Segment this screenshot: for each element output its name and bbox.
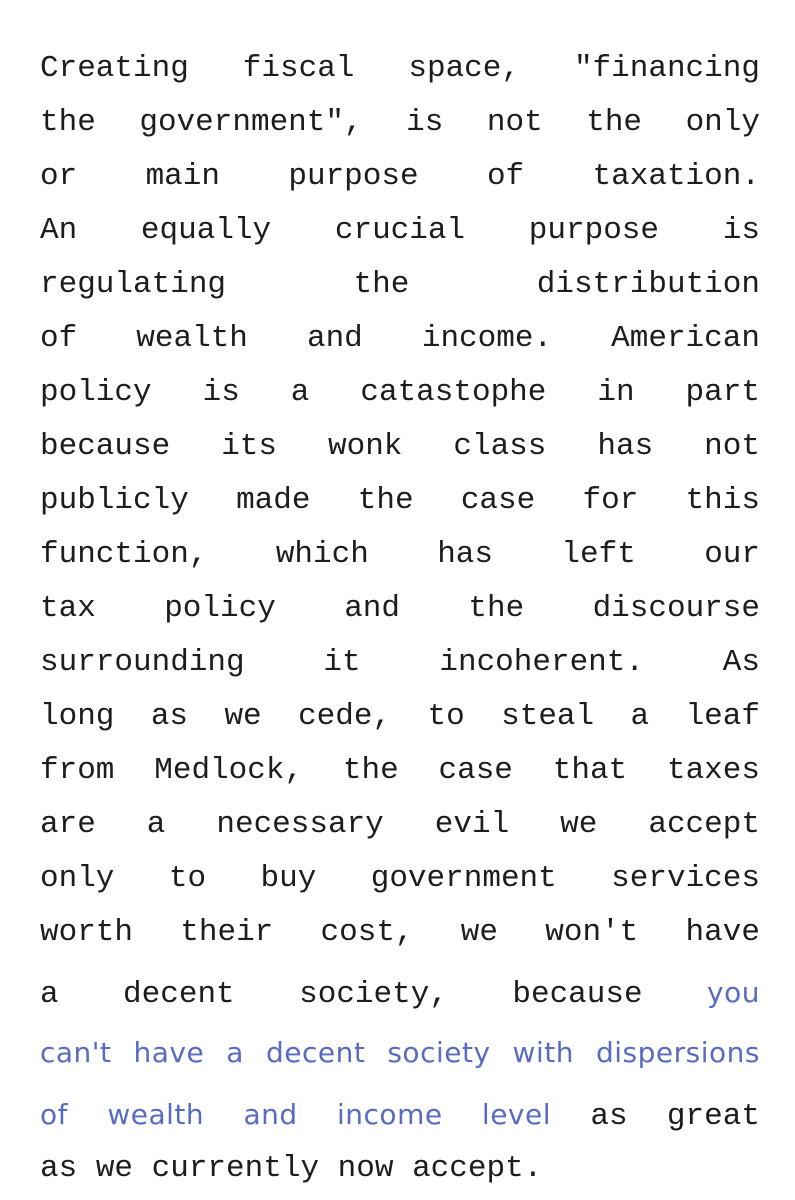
text-line-6 xyxy=(40,314,760,364)
word: because xyxy=(512,977,643,1012)
text-line-20 xyxy=(40,1090,760,1140)
word: wealth xyxy=(136,321,248,356)
word: as xyxy=(590,1099,628,1134)
document-page xyxy=(40,20,760,1190)
word: case xyxy=(460,483,536,518)
word: a xyxy=(630,699,650,734)
word: wonk xyxy=(327,429,403,464)
word: we xyxy=(460,915,499,950)
text-line-18 xyxy=(40,968,760,1018)
word: because xyxy=(40,429,171,464)
word: in xyxy=(597,375,635,410)
word: decent xyxy=(123,977,235,1012)
word: only xyxy=(685,105,760,140)
word: crucial xyxy=(334,213,466,248)
word: taxation. xyxy=(592,159,760,194)
word: taxes xyxy=(666,753,760,788)
highlighted-word: decent xyxy=(265,1036,366,1069)
highlighted-word: a xyxy=(226,1036,244,1069)
word: as xyxy=(40,1151,78,1186)
text-line-9 xyxy=(40,476,760,526)
word: discourse xyxy=(592,591,760,626)
word: our xyxy=(704,537,760,572)
word: equally xyxy=(140,213,272,248)
word: catastophe xyxy=(360,375,547,410)
word: evil xyxy=(434,807,510,842)
word: only xyxy=(40,861,115,896)
word: long xyxy=(40,699,115,734)
highlighted-word: can't xyxy=(40,1036,112,1069)
word: from xyxy=(40,753,115,788)
word: policy xyxy=(40,375,152,410)
highlighted-word: wealth xyxy=(107,1098,205,1131)
word: of xyxy=(40,321,78,356)
word: the xyxy=(342,753,399,788)
word: "financing xyxy=(573,51,760,86)
word: we xyxy=(95,1151,134,1186)
word: space, xyxy=(408,51,520,86)
word: the xyxy=(40,105,96,140)
word: income. xyxy=(421,321,553,356)
highlighted-word: you xyxy=(707,976,760,1009)
text-line-5 xyxy=(40,260,760,310)
word: worth xyxy=(40,915,134,950)
word: main xyxy=(145,159,220,194)
word: the xyxy=(586,105,643,140)
word: or xyxy=(40,159,78,194)
word: left xyxy=(561,537,636,572)
text-line-3 xyxy=(40,152,760,202)
text-line-12 xyxy=(40,638,760,688)
word: which xyxy=(275,537,369,572)
highlighted-word: society xyxy=(387,1036,491,1069)
highlighted-word: and xyxy=(243,1098,298,1131)
word: class xyxy=(453,429,547,464)
highlighted-word: income xyxy=(337,1098,443,1131)
word: a xyxy=(40,977,59,1012)
text-line-21 xyxy=(40,1144,760,1194)
word: distribution xyxy=(536,267,760,302)
word: is xyxy=(202,375,240,410)
word: is xyxy=(406,105,444,140)
highlighted-word: dispersions xyxy=(595,1036,760,1069)
word: not xyxy=(486,105,543,140)
word: cede, xyxy=(298,699,392,734)
word: have xyxy=(685,915,760,950)
highlighted-word: of xyxy=(40,1098,68,1131)
word: case xyxy=(438,753,513,788)
word: we xyxy=(560,807,598,842)
word: a xyxy=(290,375,310,410)
word: its xyxy=(221,429,278,464)
word: accept xyxy=(648,807,760,842)
word: leaf xyxy=(685,699,760,734)
text-line-13 xyxy=(40,692,760,742)
word: buy xyxy=(260,861,317,896)
word: is xyxy=(722,213,760,248)
word: for xyxy=(582,483,639,518)
word: steal xyxy=(501,699,595,734)
word: has xyxy=(597,429,654,464)
text-line-14 xyxy=(40,746,760,796)
word: tax xyxy=(40,591,96,626)
text-line-4 xyxy=(40,206,760,256)
word: American xyxy=(611,321,760,356)
text-line-10 xyxy=(40,530,760,580)
word: purpose xyxy=(528,213,660,248)
word: Creating xyxy=(40,51,189,86)
word: regulating xyxy=(40,267,227,302)
text-line-15 xyxy=(40,800,760,850)
word: the xyxy=(468,591,525,626)
text-line-2 xyxy=(40,98,760,148)
word: not xyxy=(704,429,760,464)
word: won't xyxy=(545,915,639,950)
word: as xyxy=(150,699,189,734)
word: publicly xyxy=(40,483,189,518)
word: Medlock, xyxy=(154,753,304,788)
word: society, xyxy=(299,977,448,1012)
word: policy xyxy=(164,591,276,626)
word: a xyxy=(146,807,166,842)
word: made xyxy=(236,483,311,518)
text-line-7 xyxy=(40,368,760,418)
word: surrounding xyxy=(40,645,245,680)
word: to xyxy=(168,861,207,896)
text-line-17 xyxy=(40,908,760,958)
word: fiscal xyxy=(242,51,355,86)
word: government", xyxy=(139,105,363,140)
word: necessary xyxy=(216,807,384,842)
word: accept. xyxy=(412,1151,543,1186)
word: currently xyxy=(151,1151,320,1186)
word: this xyxy=(685,483,760,518)
word: it xyxy=(323,645,361,680)
word: and xyxy=(344,591,400,626)
word: now xyxy=(337,1151,394,1186)
word: that xyxy=(552,753,628,788)
word: An xyxy=(40,213,78,248)
text-line-1 xyxy=(40,44,760,94)
word: of xyxy=(486,159,525,194)
word: has xyxy=(437,537,494,572)
word: government xyxy=(370,861,557,896)
word: are xyxy=(40,807,96,842)
word: part xyxy=(685,375,760,410)
word: cost, xyxy=(320,915,414,950)
word: and xyxy=(306,321,363,356)
word: function, xyxy=(40,537,208,572)
word: great xyxy=(666,1099,760,1134)
word: to xyxy=(427,699,465,734)
word: incoherent. xyxy=(439,645,644,680)
text-line-8 xyxy=(40,422,760,472)
word: As xyxy=(722,645,760,680)
word: purpose xyxy=(288,159,419,194)
text-line-16 xyxy=(40,854,760,904)
word: services xyxy=(611,861,760,896)
word: their xyxy=(180,915,274,950)
word: we xyxy=(224,699,262,734)
highlighted-word: with xyxy=(512,1036,574,1069)
text-line-19-highlighted xyxy=(40,1028,760,1078)
highlighted-word: have xyxy=(133,1036,205,1069)
word: the xyxy=(357,483,414,518)
text-line-11 xyxy=(40,584,760,634)
highlighted-word: level xyxy=(481,1098,552,1131)
word: the xyxy=(353,267,410,302)
